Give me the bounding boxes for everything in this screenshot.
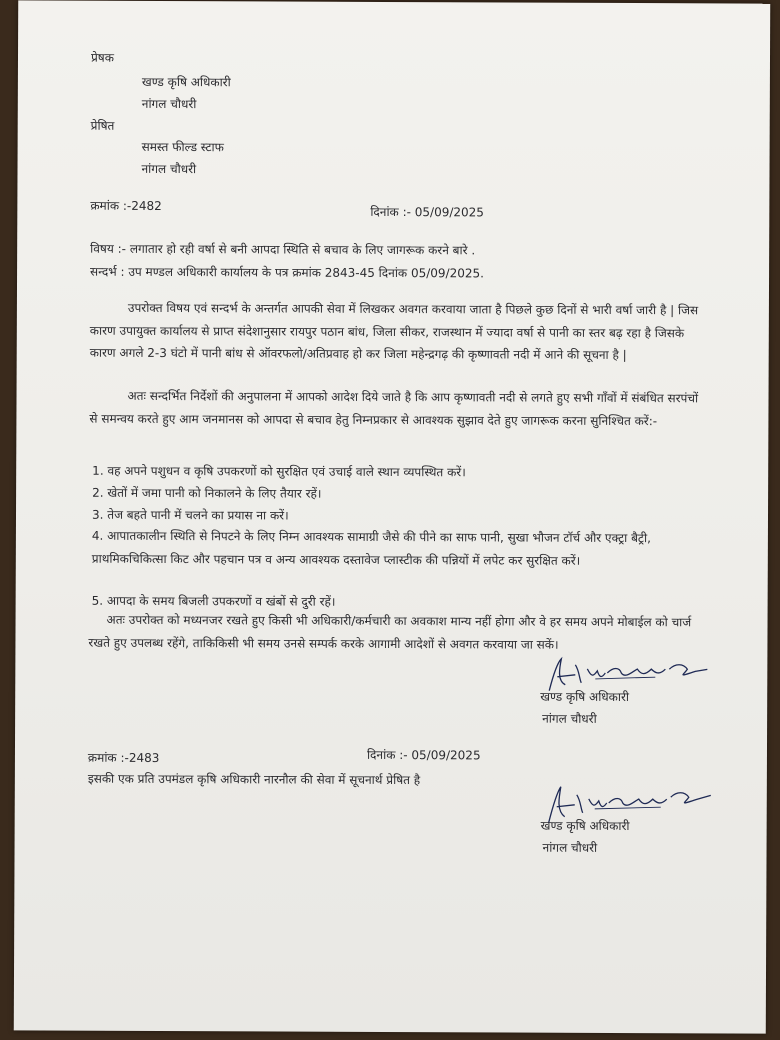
subject-line: विषय :- लगातार हो रही वर्षा से बनी आपदा स्थिति से बचाव के लिए जागरूक करने बारे . <box>90 241 476 258</box>
sender-title: खण्ड कृषि अधिकारी <box>141 74 231 90</box>
sender-place: नांगल चौधरी <box>141 96 197 112</box>
recipient-title: समस्त फील्ड स्टाफ <box>141 139 224 155</box>
point-1: 1. वह अपने पशुधन व कृषि उपकरणों को सुरक्षित एवं उचाई वाले स्थान व्यपस्थित करें। <box>92 463 466 480</box>
ref-number: क्रमांक :-2482 <box>90 198 162 213</box>
signature-2-title: खण्ड कृषि अधिकारी <box>540 818 630 834</box>
recipient-label: प्रेषित <box>90 118 115 133</box>
body-paragraph-2: अतः सन्दर्भित निर्देशों की अनुपालना में आपको आदेश दिये जाते है कि आप कृष्णावती नदी से लगते हुए सभी गाँवों में संबंधित सरपंचों से समन्वय करते हुए आम जनमानस को आपदा से बचाव हेतु निम्नप्रकार से आवश्यक सुझाव देते हुए जागरूक करना सुनिश्चित करें:- <box>89 388 699 428</box>
letter-page <box>14 0 770 1033</box>
point-4: 4. आपातकालीन स्थिति से निपटने के लिए निम्न आवश्यक सामाग्री जैसे की पीने का साफ पानी, सुखा भौजन टॉर्च और एक्ट्रा बैट्री, प्राथमिकचिकित्सा किट और पहचान पत्र व अन्य आवश्यक दस्तावेज प्लास्टीक की पन्नियों में लपेट कर सुरक्षित करें। <box>91 528 651 568</box>
reference-line: सन्दर्भ : उप मण्डल अधिकारी कार्यालय के पत्र क्रमांक 2843-45 दिनांक 05/09/2025. <box>90 264 485 281</box>
copy-ref-number: क्रमांक :-2483 <box>87 750 160 765</box>
closing-paragraph: अतः उपरोक्त को मध्यनजर रखते हुए किसी भी अधिकारी/कर्मचारी का अवकाश मान्य नहीं होगा और वे हर समय अपने मोबाईल को चार्ज रखते हुए उपलब्ध रहेंगे, ताकिकिसी भी समय उनसे सम्पर्क करके आगामी आदेशों से अवगत करवाया जा सकें। <box>88 612 692 652</box>
point-3: 3. तेज बहते पानी में चलने का प्रयास ना करें। <box>91 507 289 523</box>
signature-1-title: खण्ड कृषि अधिकारी <box>540 689 630 705</box>
recipient-place: नांगल चौधरी <box>141 161 197 177</box>
point-2: 2. खेतों में जमा पानी को निकालने के लिए तैयार रहें। <box>92 485 322 501</box>
point-5: 5. आपदा के समय बिजली उपकरणों व खंबों से दुरी रहें। <box>91 593 336 609</box>
letter-date: दिनांक :- 05/09/2025 <box>370 204 485 220</box>
body-paragraph-1: उपरोक्त विषय एवं सन्दर्भ के अन्तर्गत आपकी सेवा में लिखकर अवगत करवाया जाता है पिछले कुछ दिनों से भारी वर्षा जारी है | जिस कारण उपायुक्त कार्यालय से प्राप्त संदेशानुसार रायपुर पठान बांध, जिला सीकर, राजस्थान में ज्यादा वर्षा से पानी का स्तर बढ़ रहा है जिसके कारण अगले 2-3 घंटो में पानी बांध से ऑवरफलो/अतिप्रवाह हो कर जिला महेन्द्रगढ़ की कृष्णावती नदी में आने की सूचना है | <box>89 300 699 363</box>
copy-date: दिनांक :- 05/09/2025 <box>366 747 481 763</box>
signature-2-place: नांगल चौधरी <box>542 840 598 855</box>
copy-text: इसकी एक प्रति उपमंडल कृषि अधिकारी नारनौल की सेवा में सूचनार्थ प्रेषित है <box>87 771 421 788</box>
signature-1-place: नांगल चौधरी <box>542 711 597 726</box>
sender-label: प्रेषक <box>90 50 115 65</box>
